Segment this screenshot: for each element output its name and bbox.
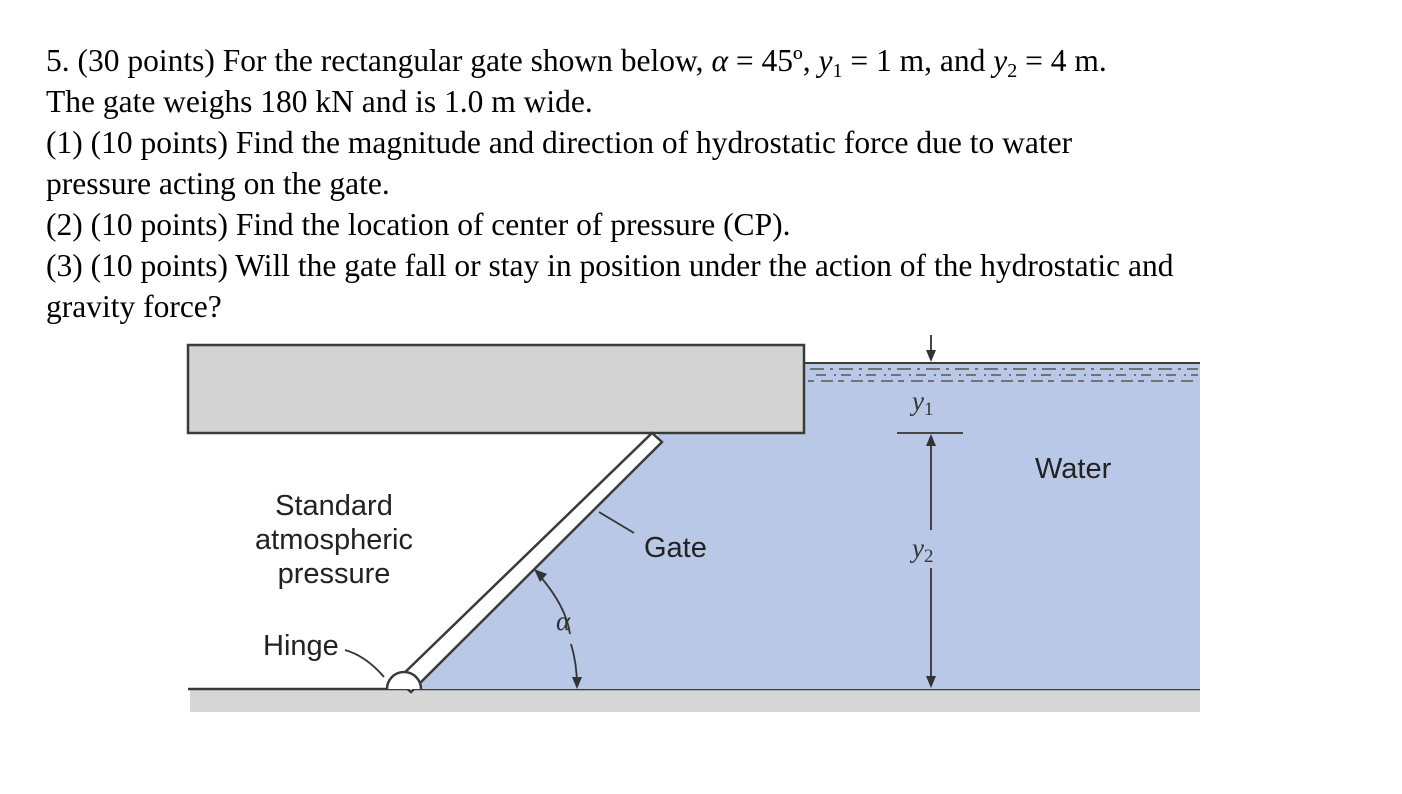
y2-symbol: y	[993, 43, 1008, 78]
question-3: (3) (10 points) Will the gate fall or stay in position under the action of the hydrostatic and	[46, 248, 1174, 283]
y2-value: = 4 m.	[1017, 43, 1107, 78]
alpha-symbol: α	[711, 43, 728, 78]
problem-line-2: The gate weighs 180 kN and is 1.0 m wide.	[46, 84, 593, 119]
label-y2-symbol: y	[912, 533, 924, 563]
label-y1-symbol: y	[912, 386, 924, 416]
label-alpha: α	[556, 606, 571, 636]
alpha-value: = 45º,	[727, 43, 819, 78]
ground-strip	[190, 689, 1200, 712]
concrete-slab	[188, 345, 804, 433]
question-2: (2) (10 points) Find the location of center of pressure (CP).	[46, 207, 791, 242]
y1-arrow-down-icon	[926, 350, 936, 362]
y1-subscript: 1	[832, 60, 843, 82]
y2-subscript: 2	[1007, 60, 1018, 82]
label-standard: Standard	[275, 490, 393, 522]
problem-intro-text: 5. (30 points) For the rectangular gate shown below,	[46, 43, 712, 78]
y1-value: = 1 m, and	[842, 43, 994, 78]
question-3-continued: gravity force?	[46, 289, 222, 324]
label-gate: Gate	[644, 532, 707, 564]
label-water: Water	[1035, 453, 1112, 485]
label-y2-subscript: 2	[923, 546, 934, 567]
label-pressure: pressure	[277, 558, 391, 590]
question-1-continued: pressure acting on the gate.	[46, 166, 390, 201]
hinge-leader-line	[345, 650, 384, 677]
label-hinge: Hinge	[263, 630, 339, 662]
label-y1-subscript: 1	[923, 399, 934, 420]
question-1: (1) (10 points) Find the magnitude and direction of hydrostatic force due to water	[46, 125, 1073, 160]
label-atmospheric: atmospheric	[255, 524, 413, 556]
y1-symbol: y	[818, 43, 833, 78]
